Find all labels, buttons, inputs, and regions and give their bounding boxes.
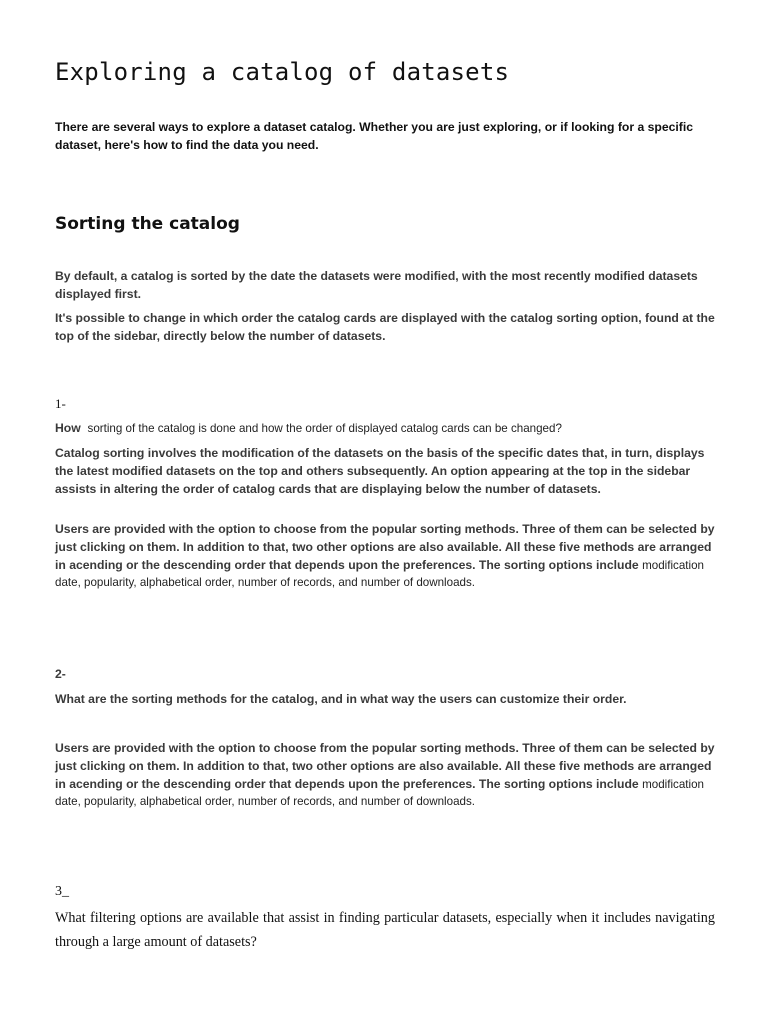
page-title: Exploring a catalog of datasets [55, 58, 510, 86]
answer-2-paragraph [55, 740, 715, 811]
question-2: What are the sorting methods for the catalog, and in what way the users can customize their order. [55, 692, 627, 706]
answer-2-bold-text: Users are provided with the option to choose from the popular sorting methods. Three of them can be selected by just clicking on them. In addition to that, two other options are also available. All these five methods are arranged in acending or the descending order that depends upon the preferences. The sorting options include [55, 741, 715, 791]
answer-1-paragraph-1: Catalog sorting involves the modification of the datasets on the basis of the specific dates that, in turn, displays the latest modified datasets on the top and others subsequently. An option appearing at the top in the sidebar assists in altering the order of catalog cards that are displaying below the number of datasets. [55, 446, 705, 496]
question-3: What filtering options are available that assist in finding particular datasets, especially when it includes navigating through a large amount of datasets? [55, 910, 715, 950]
question-1-number: 1- [55, 396, 66, 411]
answer-1-bold-text: Users are provided with the option to choose from the popular sorting methods. Three of them can be selected by just clicking on them. In addition to that, two other options are also available. All these five methods are arranged in acending or the descending order that depends upon the preferences. The sorting options include [55, 522, 715, 572]
section-paragraph-2: It's possible to change in which order the catalog cards are displayed with the catalog sorting option, found at the top of the sidebar, directly below the number of datasets. [55, 311, 715, 343]
question-1-text: sorting of the catalog is done and how the order of displayed catalog cards can be changed? [87, 422, 562, 435]
question-2-number: 2- [55, 667, 66, 681]
question-1 [55, 420, 715, 438]
intro-paragraph: There are several ways to explore a dataset catalog. Whether you are just exploring, or if looking for a specific dataset, here's how to find the data you need. [55, 120, 694, 152]
answer-2-options-text: modification date, popularity, alphabetical order, number of records, and number of downloads. [55, 777, 704, 809]
section-paragraph-1: By default, a catalog is sorted by the date the datasets were modified, with the most recently modified datasets displayed first. [55, 269, 698, 301]
answer-1-paragraph-2 [55, 521, 715, 592]
section-heading: Sorting the catalog [55, 214, 240, 234]
question-3-number: 3_ [55, 884, 69, 899]
answer-1-options-text: modification date, popularity, alphabetical order, number of records, and number of downloads. [55, 558, 704, 590]
question-1-how: How [55, 421, 81, 435]
